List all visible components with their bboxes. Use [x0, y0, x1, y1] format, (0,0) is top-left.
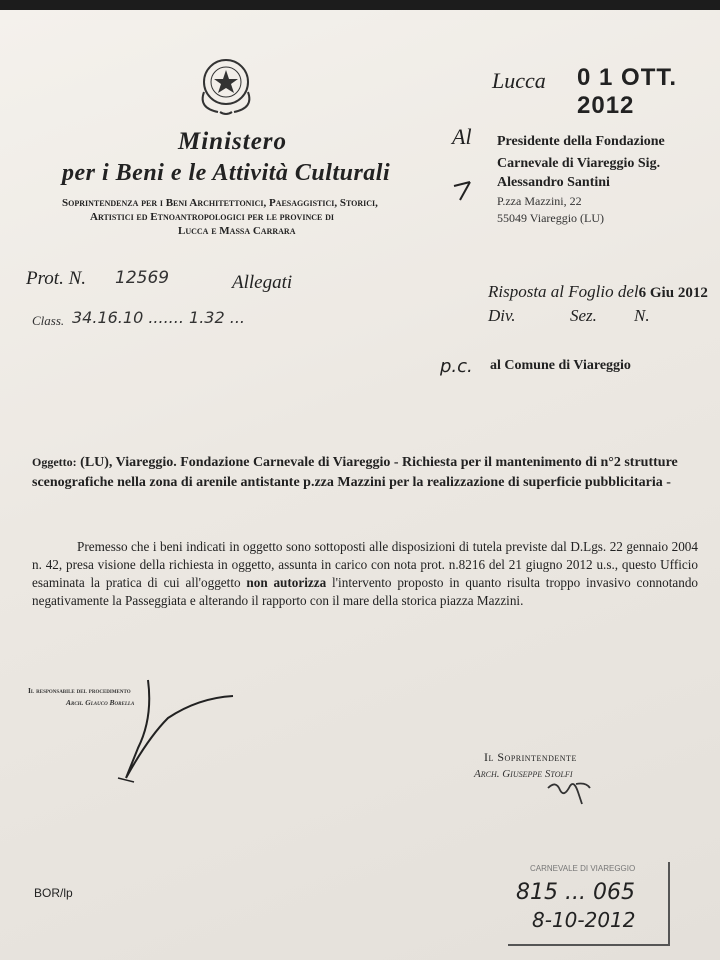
- class-value: 34.16.10 ....... 1.32 ...: [72, 308, 245, 327]
- subject-label: Oggetto:: [32, 455, 77, 469]
- office-name-line3: Lucca e Massa Carrara: [178, 225, 296, 237]
- reply-label: Risposta al Foglio del: [488, 282, 639, 301]
- protocol-number: 12569: [115, 268, 170, 288]
- recipient-line4: P.zza Mazzini, 22: [497, 194, 582, 208]
- date-stamp: 0 1 OTT. 2012: [577, 64, 678, 119]
- cc-recipient: al Comune di Viareggio: [490, 358, 631, 373]
- body-emphasis: non autorizza: [246, 575, 327, 590]
- stamp-header: CARNEVALE DI VIAREGGIO: [530, 864, 636, 873]
- subject: [32, 452, 714, 493]
- protocol-label: Prot. N.: [26, 268, 86, 289]
- recipient-line5: 55049 Viareggio (LU): [497, 211, 605, 225]
- cc-prefix: p.c.: [440, 356, 473, 377]
- stamp-date: 8-10-2012: [532, 908, 636, 932]
- n-label: N.: [634, 306, 650, 325]
- recipient-line2: Carnevale di Viareggio Sig.: [497, 156, 661, 171]
- body-part1: Premesso che i beni indicati in oggetto sono sottoposti alle disposizioni di tutela previste dal D.Lgs. 22 gennaio 2004 n. 42, presa visione della richiesta in oggetto, assunta in carico con nota prot. n.8216 del 21 giugno 2012 u.s., questo Ufficio esaminata la pratica di cui all'oggetto: [32, 539, 698, 590]
- ministry-subtitle: per i Beni e le Attività Culturali: [62, 160, 391, 186]
- recipient-line1: Presidente della Fondazione: [497, 134, 665, 149]
- responsible-signature-icon: [108, 678, 238, 786]
- subject-text: (LU), Viareggio. Fondazione Carnevale di Viareggio - Richiesta per il mantenimento di n°2 strutture scenografiche nella zona di arenile antistante p.zza Mazzini per la realizzazione di superficie pubblicitaria -: [32, 455, 678, 490]
- ministry-title: Ministero: [178, 128, 288, 155]
- office-name-line2: Artistici ed Etnoantropologici per le province di: [90, 211, 334, 223]
- div-label: Div.: [488, 306, 516, 325]
- responsible-name: Arch. Glauco Borella: [66, 698, 135, 707]
- republic-emblem-icon: [196, 52, 256, 118]
- signatory-title: Il Soprintendente: [484, 750, 577, 764]
- letter-page: [0, 10, 720, 960]
- reply-reference: [488, 282, 708, 302]
- class-label: Class.: [32, 313, 65, 328]
- office-name-line1: Soprintendenza per i Beni Architettonici, Paesaggistici, Storici,: [62, 197, 378, 209]
- signatory-name: Arch. Giuseppe Stolfi: [474, 768, 573, 780]
- recipient-line3: Alessandro Santini: [497, 175, 610, 190]
- recipient-prefix: Al: [452, 124, 472, 149]
- sez-label: Sez.: [570, 306, 597, 325]
- stamp-number: 815 ... 065: [516, 880, 635, 905]
- allegati-label: Allegati: [232, 272, 293, 293]
- body-part2: l'intervento proposto in quanto risulta troppo invasivo connotando negativamente la Passeggiata e alterando il rapporto con il mare della storica piazza Mazzini.: [32, 575, 699, 608]
- handwritten-tick-icon: [452, 178, 474, 202]
- signatory-signature-icon: [546, 778, 592, 808]
- reply-date: 6 Giu 2012: [638, 285, 708, 301]
- reference-initials: BOR/lp: [34, 886, 73, 900]
- place: Lucca: [492, 68, 546, 93]
- letter-body: [32, 538, 698, 610]
- responsible-title: Il responsabile del procedimento: [28, 686, 131, 695]
